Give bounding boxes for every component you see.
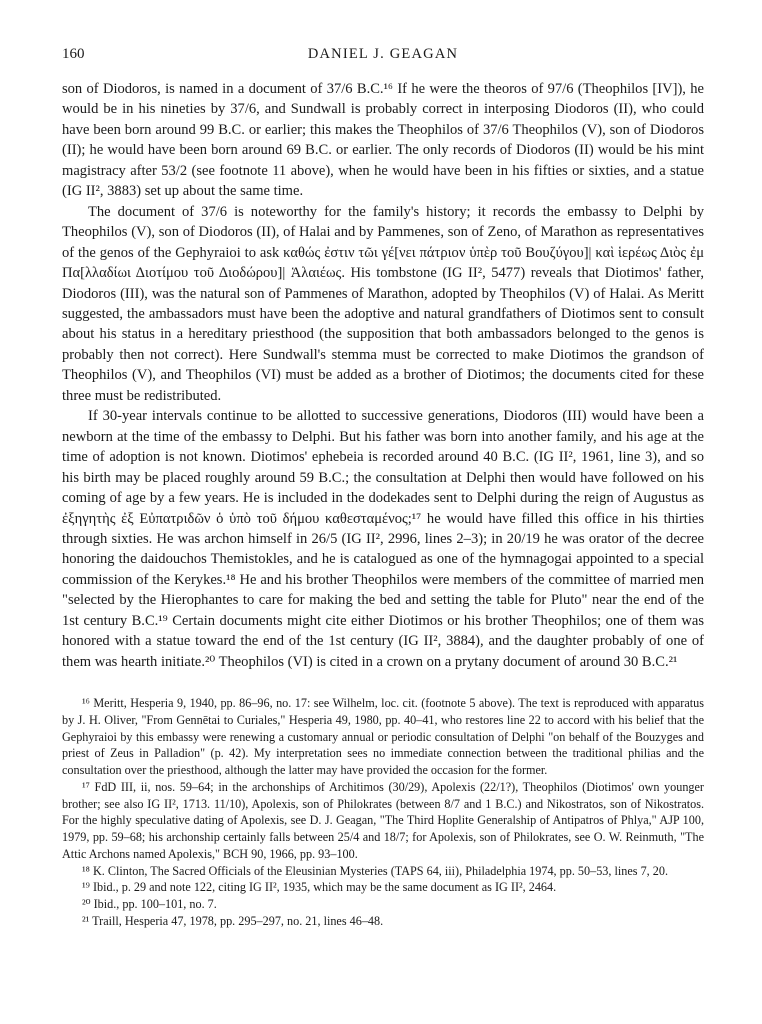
footnote: ¹⁸ K. Clinton, The Sacred Officials of the Eleusinian Mysteries (TAPS 64, iii), Philadelphia 1974, pp. 50–53, lines 7, 20.	[82, 863, 668, 878]
footnotes	[62, 695, 704, 930]
paragraph: son of Diodoros, is named in a document of 37/6 B.C.¹⁶ If he were the theoros of 97/6 (Theophilos [IV]), he would be in his nineties by 37/6, and Sundwall is probably correct in interposing Diodoros (II), who could have been born around 99 B.C. or earlier; this makes the Theophilos of 37/6 Theophilos (V), son of Diodoros (II); he would have been born around 69 B.C. or earlier. The only records of Diodoros (II) would be his mint magistracy after 53/2 (see footnote 11 above), when he would have been in his fifties or sixties, and a statue (IG II², 3883) set up about the same time.	[62, 81, 704, 200]
paragraph: If 30-year intervals continue to be allotted to successive generations, Diodoros (III) would have been a newborn at the time of the embassy to Delphi. But his father was born into another family, and his age at the time of adoption is not known. Diotimos' ephebeia is recorded around 40 B.C. (IG II², 1961, line 3), and so his birth may be placed roughly around 59 B.C.; the consultation at Delphi then would have followed on his coming of age by a few years. He is included in the dodekades sent to Delphi during the reign of Augustus as ἐξηγητὴς ἐξ Εὐπατριδῶν ὁ ὑπὸ τοῦ δήμου καθεσταμένος;¹⁷ he would have filled this office in his thirties through sixties. He was archon himself in 26/5 (IG II², 2996, lines 2–3); in 20/19 he was orator of the decree honoring the daidouchos Themistokles, and he is catalogued as one of the hymnagogai appointed to a special commission of the Kerykes.¹⁸ He and his brother Theophilos were members of the committee of married men "selected by the Hierophantes to care for making the bed and setting the table for Pluto" near the end of the 1st century B.C.¹⁹ Certain documents might cite either Diotimos or his brother Theophilos; one of them was honored with a statue toward the end of the 1st century (IG II², 3884), and the daughter probably of one of them was hearth initiate.²⁰ Theophilos (VI) is cited in a crown on a prytany document of around 30 B.C.²¹	[62, 408, 704, 670]
main-text	[62, 79, 704, 672]
footnote: ¹⁷ FdD III, ii, nos. 59–64; in the archonships of Architimos (30/29), Apolexis (22/1?), Theophilos (Diotimos' own younger brother; see also IG II², 1713. 11/10), Apolexis, son of Philokrates (between 8/7 and 1 B.C.) and Nikostratos, son of Nikostratos. For the highly speculative dating of Apolexis, see D. J. Geagan, "The Third Hoplite Generalship of Antipatros of Phlya," AJP 100, 1979, pp. 59–68; his archonship certainly falls between 25/4 and 18/7; for Apolexis, son of Philokrates, see O. W. Reinmuth, "The Attic Archons named Apolexis," BCH 90, 1966, pp. 93–100.	[62, 779, 704, 861]
footnote: ¹⁹ Ibid., p. 29 and note 122, citing IG II², 1935, which may be the same document as IG II², 2464.	[82, 880, 557, 895]
footnote: ¹⁶ Meritt, Hesperia 9, 1940, pp. 86–96, no. 17: see Wilhelm, loc. cit. (footnote 5 above). The text is reproduced with apparatus by J. H. Oliver, "From Gennētai to Curiales," Hesperia 49, 1980, pp. 40–41, who restores line 22 to accord with his belief that the Gephyraioi by this embassy were renewing a customary annual or periodic consultation of Delphi "on behalf of the Bouzyges and priest of Zeus in Palladion" (p. 42). My interpretation sees no immediate connection between the traditional philias and the consultation over the priesthood, although the latter may have provided the occasion for the former.	[62, 696, 704, 777]
footnote: ²¹ Traill, Hesperia 47, 1978, pp. 295–297, no. 21, lines 46–48.	[82, 913, 384, 928]
page-number: 160	[62, 46, 85, 62]
paragraph: The document of 37/6 is noteworthy for the family's history; it records the embassy to Delphi by Theophilos (V), son of Diodoros (II), of Halai and by Pammenes, son of Zeno, of Marathon as representatives of the genos of the Gephyraioi to ask καθώς ἐστιν τῶι γέ[νει πάτριον ὑπὲρ τοῦ Βουζύγου]| καὶ ἱερέως Διὸς ἐμ Πα[λλαδίωι Διοτίμου τοῦ Διοδώρου]| Ἁλαιέως. His tombstone (IG II², 5477) reveals that Diotimos' father, Diodoros (III), was the natural son of Pammenes of Marathon, adopted by Theophilos (V) of Halai. As Meritt suggested, the ambassadors must have been the adoptive and natural grandfathers of Diotimos sent to consult about his status in a hereditary priesthood (the supposition that both ambassadors belonged to the genos is probably then not correct). Here Sundwall's stemma must be corrected to make Diotimos the grandson of Theophilos (V), and Theophilos (VI) must be added as a brother of Diotimos; the documents cited for these three must be redistributed.	[62, 203, 704, 404]
running-title: DANIEL J. GEAGAN	[307, 46, 459, 62]
page-header	[62, 46, 704, 68]
footnote: ²⁰ Ibid., pp. 100–101, no. 7.	[82, 897, 217, 911]
